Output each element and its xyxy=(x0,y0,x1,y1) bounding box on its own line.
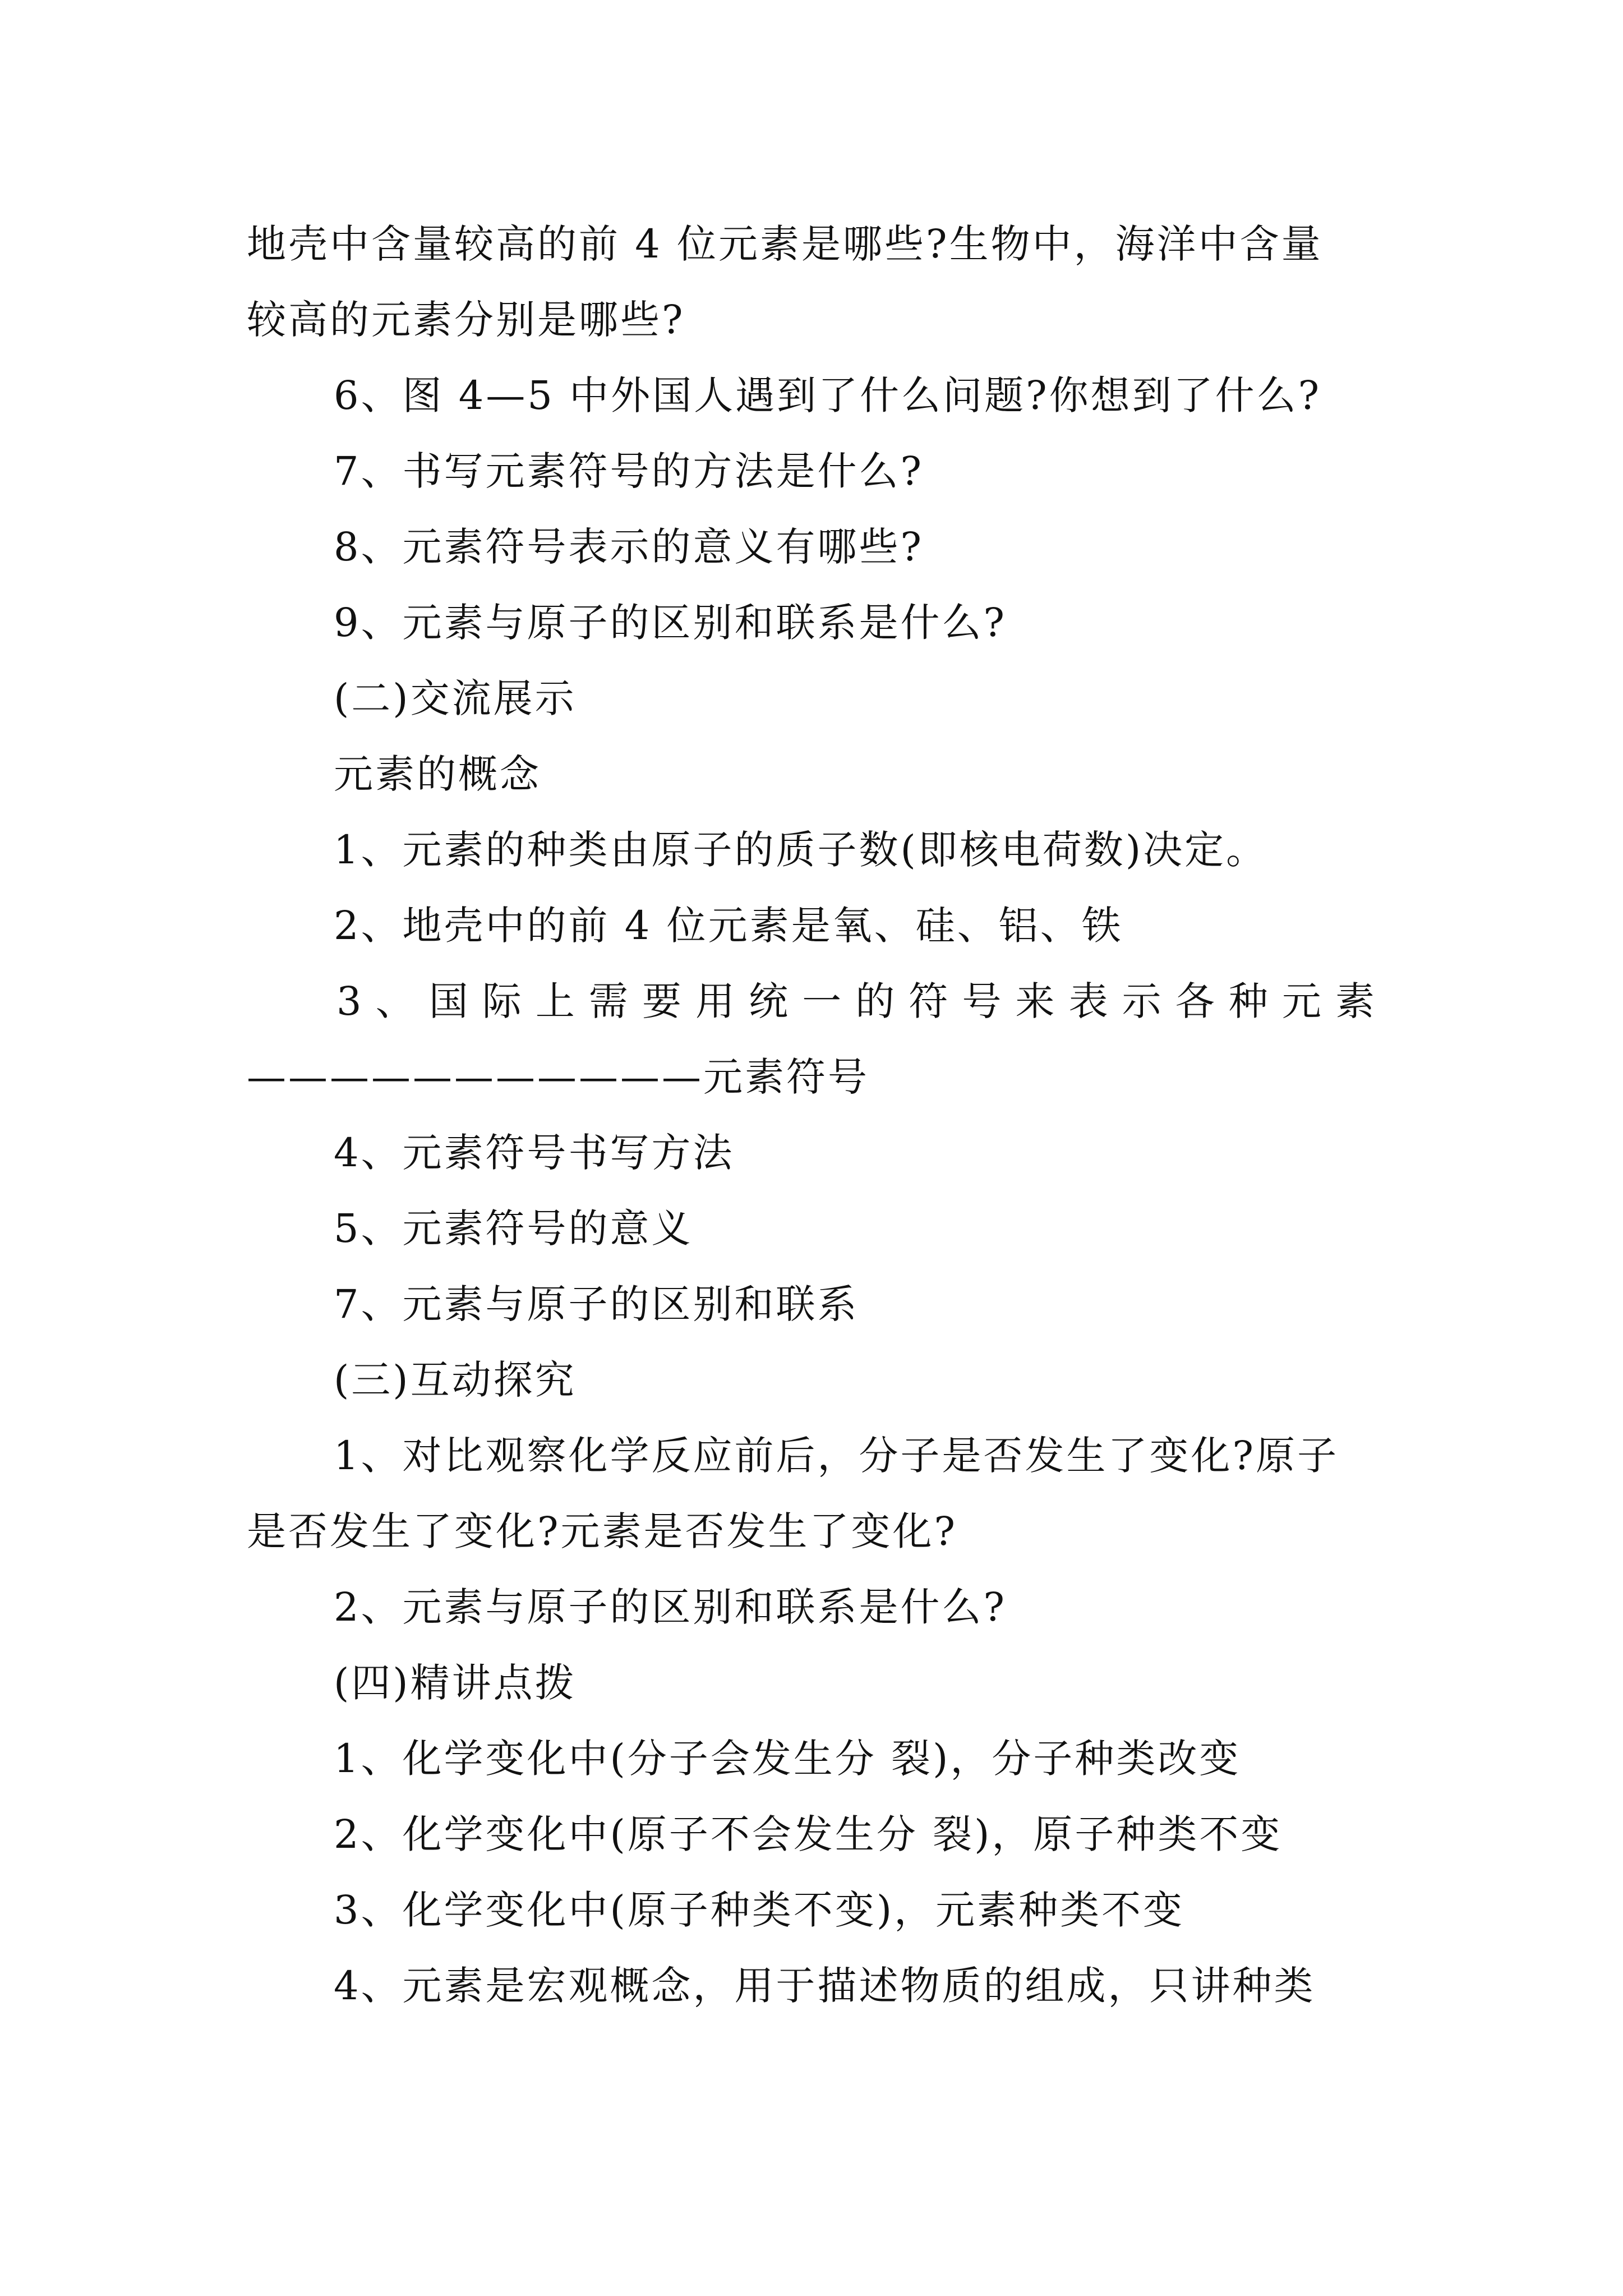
section-heading: (三)互动探究 xyxy=(334,1357,577,1403)
text-line: 1、化学变化中(分子会发生分 裂)，分子种类改变 xyxy=(334,1736,1241,1782)
text-line: ———————————元素符号 xyxy=(247,1054,869,1100)
text-line: 地壳中含量较高的前 4 位元素是哪些?生物中，海洋中含量 xyxy=(247,221,1323,267)
text-line: 是否发生了变化?元素是否发生了变化? xyxy=(247,1508,958,1554)
text-line: 4、元素符号书写方法 xyxy=(334,1130,735,1176)
text-line: 9、元素与原子的区别和联系是什么? xyxy=(334,600,1007,646)
section-heading: (四)精讲点拨 xyxy=(334,1660,577,1706)
text-line: 2、化学变化中(原子不会发生分 裂)，原子种类不变 xyxy=(334,1811,1283,1857)
text-line: 较高的元素分别是哪些? xyxy=(247,297,685,343)
text-line: 8、元素符号表示的意义有哪些? xyxy=(334,524,924,570)
text-line: 3、化学变化中(原子种类不变)，元素种类不变 xyxy=(334,1887,1185,1933)
text-line: 3、国际上需要用统一的符号来表示各种元素 xyxy=(336,978,1377,1024)
text-line: 2、地壳中的前 4 位元素是氧、硅、铝、铁 xyxy=(334,903,1123,949)
section-heading: (二)交流展示 xyxy=(334,675,577,721)
text-line: 元素的概念 xyxy=(334,751,541,797)
text-line: 4、元素是宏观概念，用于描述物质的组成，只讲种类 xyxy=(334,1963,1316,2009)
text-line: 7、书写元素符号的方法是什么? xyxy=(334,448,924,494)
text-line: 6、图 4—5 中外国人遇到了什么问题?你想到了什么? xyxy=(334,372,1322,418)
text-line: 2、元素与原子的区别和联系是什么? xyxy=(334,1584,1007,1630)
text-line: 7、元素与原子的区别和联系 xyxy=(334,1281,859,1327)
text-line: 1、对比观察化学反应前后，分子是否发生了变化?原子 xyxy=(334,1433,1339,1479)
text-line: 5、元素符号的意义 xyxy=(334,1205,693,1251)
text-line: 1、元素的种类由原子的质子数(即核电荷数)决定。 xyxy=(334,827,1268,873)
